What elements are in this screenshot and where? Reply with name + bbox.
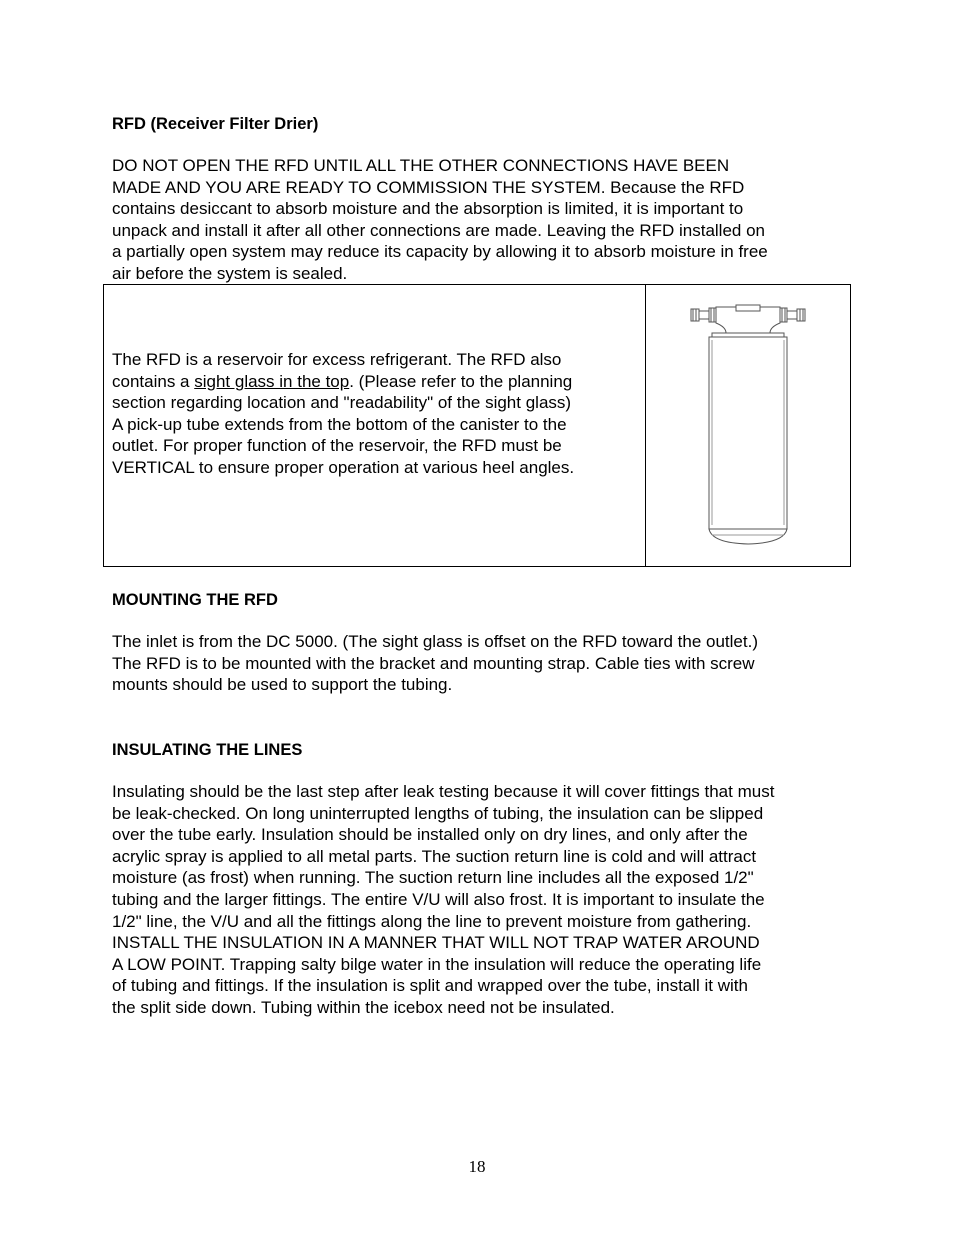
rfd-info-table — [103, 284, 851, 567]
text-line: section regarding location and "readability" of the sight glass) — [112, 393, 572, 413]
text-line: be leak-checked. On long uninterrupted lengths of tubing, the insulation can be slipped — [112, 803, 764, 823]
text-line: moisture (as frost) when running. The suction return line includes all the exposed 1/2" — [112, 868, 754, 888]
rfd-canister-illustration — [646, 285, 850, 566]
sight-glass — [736, 305, 760, 311]
text-line: mounts should be used to support the tubing. — [112, 675, 453, 695]
paragraph-insulating — [112, 781, 852, 1019]
right-fitting-hex — [780, 308, 787, 322]
paragraph-mounting — [112, 631, 852, 696]
sight-glass-underlined-text: sight glass in the top — [194, 371, 350, 391]
text-line: acrylic spray is applied to all metal parts. The suction return line is cold and will attract — [112, 846, 757, 866]
text-line: A LOW POINT. Trapping salty bilge water in the insulation will reduce the operating life — [112, 954, 762, 974]
section-title-mounting: MOUNTING THE RFD — [112, 591, 278, 609]
canister-collar — [712, 333, 784, 337]
text-line: over the tube early. Insulation should be installed only on dry lines, and only after the — [112, 825, 748, 845]
page-number: 18 — [468, 1157, 486, 1176]
text-line: 1/2" line, the V/U and all the fittings along the line to prevent moisture from gathering. — [112, 911, 752, 931]
left-fitting-body — [699, 311, 709, 319]
text-line: The inlet is from the DC 5000. (The sight glass is offset on the RFD toward the outlet.) — [112, 632, 758, 651]
text-line: outlet. For proper function of the reservoir, the RFD must be — [112, 436, 562, 456]
text-line: The RFD is to be mounted with the bracket and mounting strap. Cable ties with screw — [112, 653, 755, 673]
right-fitting-nut — [797, 309, 805, 321]
table-text-cell — [104, 285, 646, 566]
section-title-rfd: RFD (Receiver Filter Drier) — [112, 115, 319, 133]
text-line: Insulating should be the last step after leak testing because it will cover fittings that must — [112, 782, 775, 801]
text-line: tubing and the larger fittings. The entire V/U will also frost. It is important to insulate the — [112, 889, 765, 909]
section-title-insulating: INSULATING THE LINES — [112, 741, 303, 759]
paragraph-rfd-intro — [112, 155, 852, 285]
canister-bottom — [709, 529, 787, 544]
text-line: A pick-up tube extends from the bottom of the canister to the — [112, 414, 567, 434]
text-line: air before the system is sealed. — [112, 263, 348, 283]
canister-body — [709, 337, 787, 529]
text-fragment: contains a — [112, 371, 195, 391]
text-line: a partially open system may reduce its capacity by allowing it to absorb moisture in free — [112, 242, 768, 262]
text-line: unpack and install it after all other connections are made. Leaving the RFD installed on — [112, 220, 765, 240]
text-line: the split side down. Tubing within the icebox need not be insulated. — [112, 997, 615, 1017]
right-fitting-body — [787, 311, 797, 319]
text-line: INSTALL THE INSULATION IN A MANNER THAT WILL NOT TRAP WATER AROUND — [112, 933, 760, 953]
left-fitting-nut — [691, 309, 699, 321]
text-line: of tubing and fittings. If the insulation is split and wrapped over the tube, install it with — [112, 976, 748, 996]
text-line: VERTICAL to ensure proper operation at various heel angles. — [112, 457, 575, 477]
table-image-cell — [646, 285, 850, 566]
text-line: MADE AND YOU ARE READY TO COMMISSION THE SYSTEM. Because the RFD — [112, 177, 745, 197]
text-fragment: . (Please refer to the planning — [349, 371, 573, 391]
text-line: contains desiccant to absorb moisture and the absorption is limited, it is important to — [112, 199, 744, 219]
text-line: The RFD is a reservoir for excess refrigerant. The RFD also — [112, 350, 562, 369]
text-line: DO NOT OPEN THE RFD UNTIL ALL THE OTHER CONNECTIONS HAVE BEEN — [112, 156, 730, 175]
left-fitting-hex — [709, 308, 716, 322]
